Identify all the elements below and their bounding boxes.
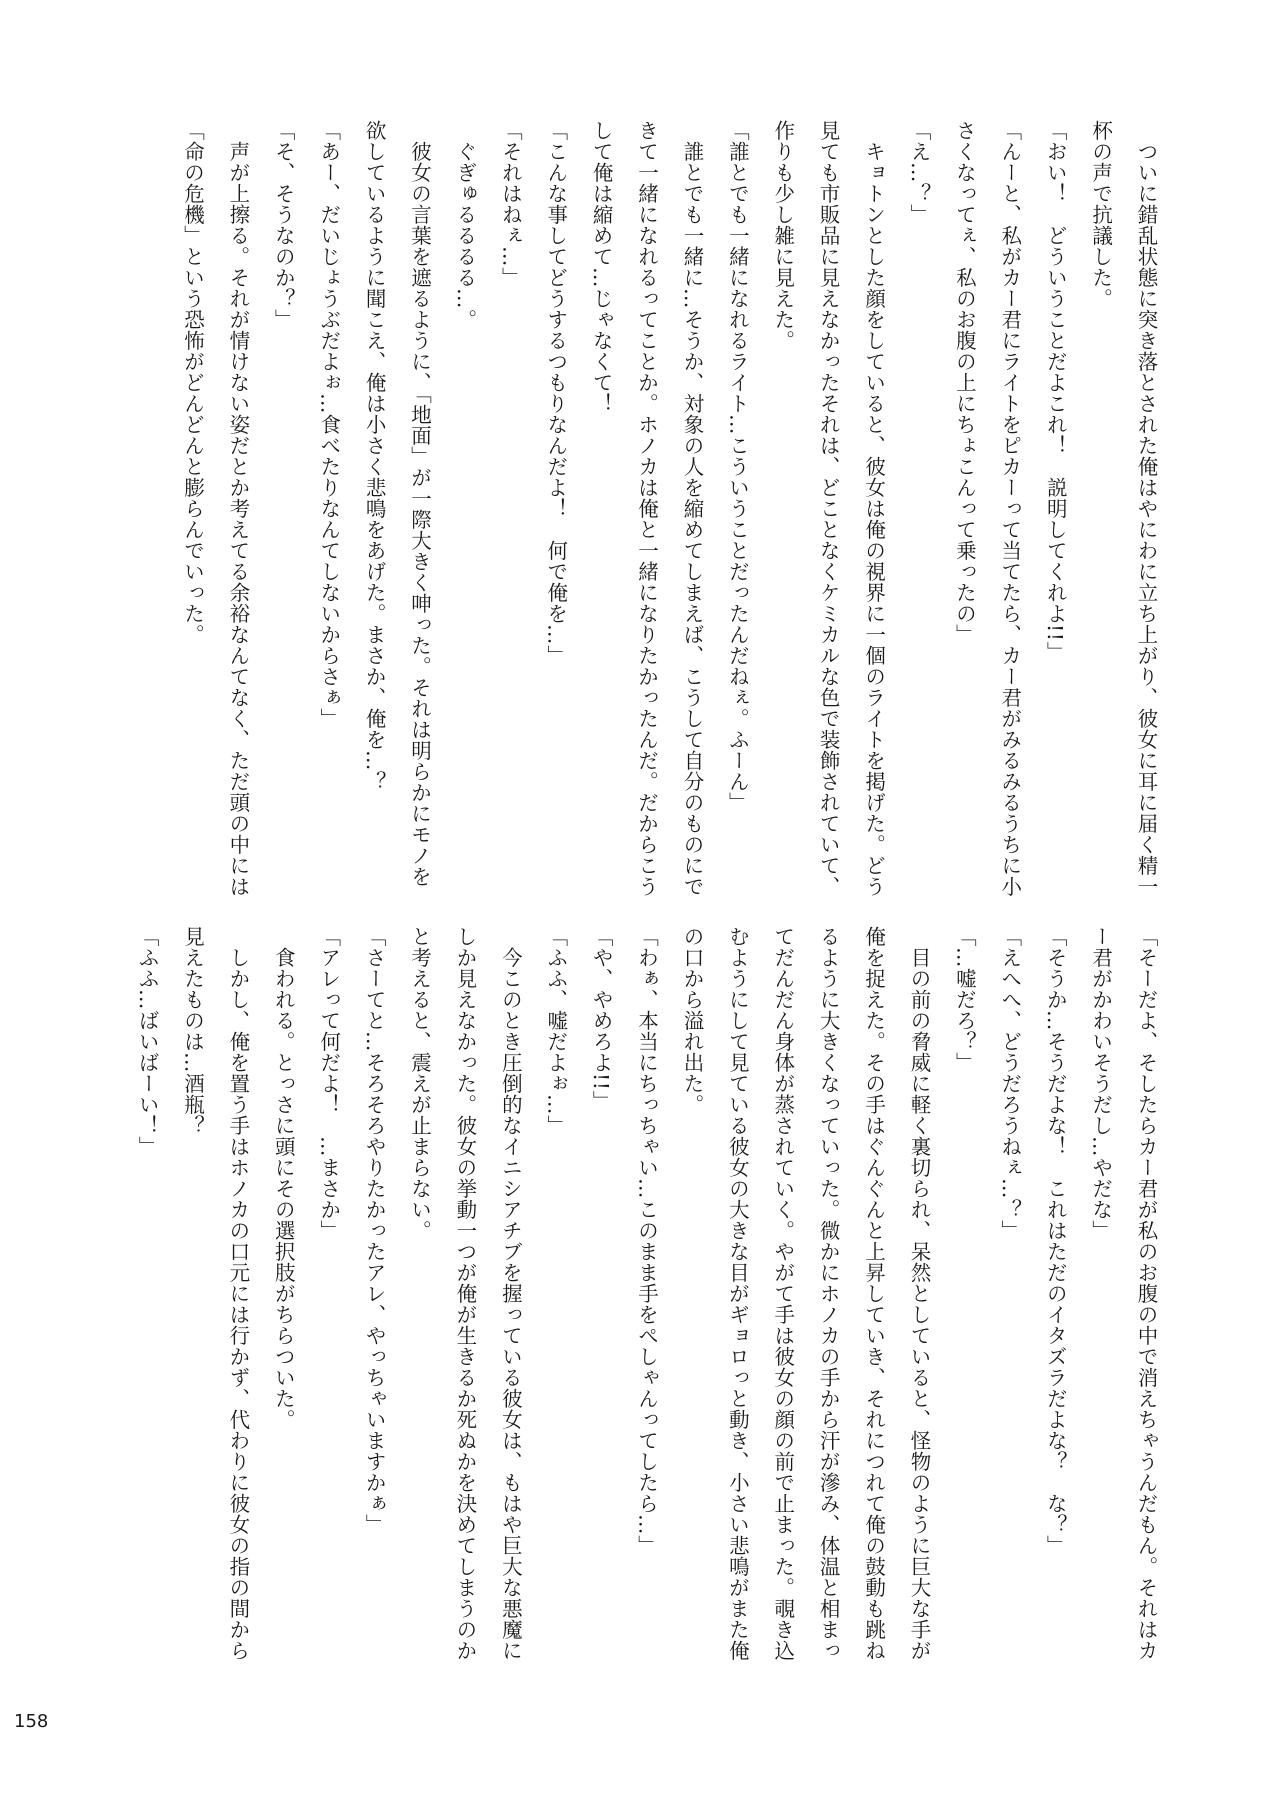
dialogue-line: 「…嘘だろ？」 bbox=[952, 926, 977, 1073]
dialogue-line: 「さーてと…そろそろやりたかったアレ、やっちゃいますかぁ」 bbox=[362, 926, 387, 1535]
dialogue-line: 「誰とでも一緒になれるライト…こういうことだったんだねぇ。ふーん」 bbox=[725, 120, 750, 813]
dialogue-line: 「そーだよ、そしたらカー君が私のお腹の中で消えちゃうんだもん。それはカー君がかわいそうだし…やだな」 bbox=[1088, 926, 1158, 1661]
dialogue-line: 「そうか…そうだよな！ これはただのイタズラだよな？ な？」 bbox=[1043, 926, 1068, 1556]
paragraph: 目の前の脅威に軽く裏切られ、呆然としていると、怪物のように巨大な手が俺を捉えた。その手はぐんぐんと上昇していき、それにつれて俺の鼓動も跳ねるように大きくなっていった。微かにホノカの手から汗が滲み、体温と相まってだんだん身体が蒸されていく。やがて手は彼女の顔の前で止まった。覗き込むようにして見ている彼女の大きな目がギョロっと動き、小さい悲鳴がまた俺の口から溢れ出た。 bbox=[679, 926, 931, 1661]
dialogue-line: 「そ、そうなのか？」 bbox=[271, 120, 296, 330]
paragraph: しかし、俺を置う手はホノカの口元には行かず、代わりに彼女の指の間から見えたものは…酒瓶？ bbox=[180, 926, 250, 1661]
dialogue-line: 「アレって何だよ！ …まさか」 bbox=[316, 926, 341, 1241]
dialogue-line: 「や、やめろよ!!」 bbox=[589, 926, 614, 1112]
dialogue-line: 「え…？」 bbox=[906, 120, 931, 225]
dialogue-line: 「こんな事してどうするつもりなんだよ！ 何で俺を…」 bbox=[543, 120, 568, 666]
paragraph: 誰とでも一緒に…そうか、対象の人を縮めてしまえば、こうして自分のものにできて一緒になれるってことか。ホノカは俺と一緒になりたかったんだ。だからこうして俺は縮めて…じゃなくて！ bbox=[589, 120, 704, 897]
paragraph: 彼女の言葉を遮るように、「地面」が一際大きく呻った。それは明らかにモノを欲しているように聞こえ、俺は小さく悲鳴をあげた。まさか、俺を…？ bbox=[362, 120, 432, 887]
dialogue-line: 「んーと、私がカー君にライトをピカーって当てたら、カー君がみるみるうちに小さくなってぇ、私のお腹の上にちょこんって乗ったの」 bbox=[952, 120, 1022, 897]
dialogue-line: 「ふふ…ばいばーい！」 bbox=[135, 926, 160, 1157]
dialogue-line: 「わぁ、本当にちっちゃい…このまま手をぺしゃんってしたら…」 bbox=[634, 926, 659, 1556]
dialogue-line: 「ふふ、嘘だよぉ…」 bbox=[543, 926, 568, 1136]
paragraph: 声が上擦る。それが情けない姿だとか考えてる余裕なんてなく、ただ頭の中には「命の危機」という恐怖がどんどんと膨らんでいった。 bbox=[180, 120, 250, 897]
paragraph: 食われる。とっさに頭にその選択肢がちらついた。 bbox=[271, 946, 296, 1430]
paragraph: ぐぎゅるるるる…。 bbox=[452, 140, 477, 330]
paragraph: 今このとき圧倒的なイニシアチブを握っている彼女は、もはや巨大な悪魔にしか見えなかった。彼女の挙動一つが俺が生きるか死ぬかを決めてしまうのかと考えると、震えが止まらない。 bbox=[407, 926, 523, 1661]
dialogue-line: 「あー、だいじょうぶだよぉ…食べたりなんてしないからさぁ」 bbox=[316, 120, 341, 729]
dialogue-line: 「それはねぇ…」 bbox=[498, 120, 523, 288]
dialogue-line: 「えへへ、どうだろうねぇ…？」 bbox=[997, 926, 1022, 1241]
paragraph: ついに錯乱状態に突き落とされた俺はやにわに立ち上がり、彼女に耳に届く精一杯の声で抗議した。 bbox=[1088, 120, 1158, 897]
upper-text-tier bbox=[118, 120, 1168, 900]
lower-text-tier bbox=[118, 926, 1168, 1681]
paragraph: キョトンとした顔をしていると、彼女は俺の視界に一個のライトを掲げた。どう見ても市販品に見えなかったそれは、どことなくケミカルな色で装飾されていて、作りも少し雑に見えた。 bbox=[770, 120, 886, 897]
dialogue-line: 「おい！ どういうことだよこれ！ 説明してくれよ!!」 bbox=[1043, 120, 1068, 663]
page-number: 158 bbox=[14, 1711, 49, 1732]
